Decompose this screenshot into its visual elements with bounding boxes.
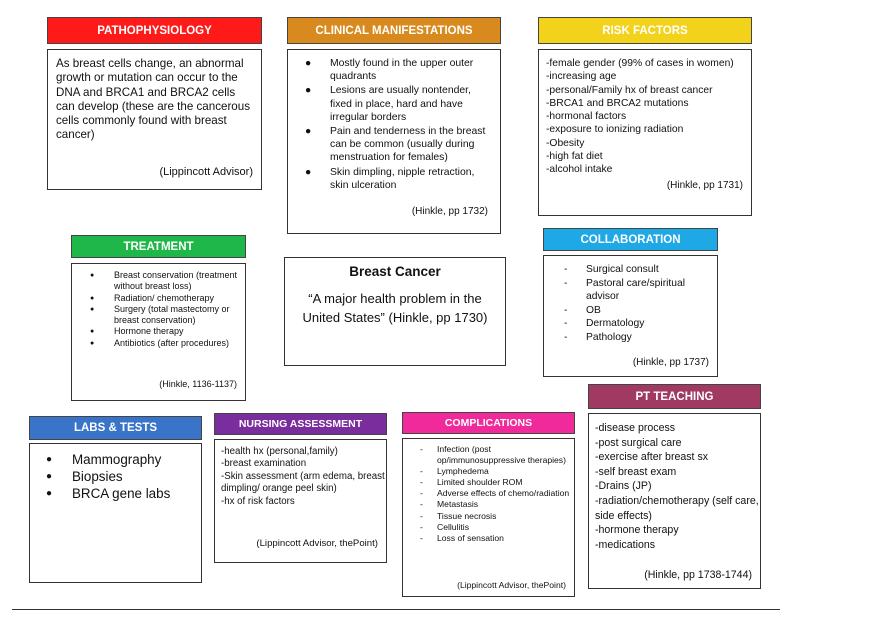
nursing-header: NURSING ASSESSMENT — [214, 413, 387, 435]
collaboration-header: COLLABORATION — [543, 228, 718, 251]
complications-citation: (Lippincott Advisor, thePoint) — [457, 580, 566, 590]
teaching-header: PT TEACHING — [588, 384, 761, 409]
list-item: -BRCA1 and BRCA2 mutations — [546, 97, 689, 109]
center-box — [284, 257, 506, 366]
list-item: ● Pain and tenderness in the breast can be common (usually during menstruation for females) — [305, 126, 486, 164]
list-item: -female gender (99% of cases in women) — [546, 58, 734, 69]
list-item: -high fat diet — [546, 151, 603, 163]
treatment-list — [90, 270, 240, 349]
list-item: -alcohol intake — [546, 164, 613, 176]
list-item: -hx of risk factors — [221, 495, 295, 507]
pathophysiology-text: As breast cells change, an abnormal growth or mutation can occur to the DNA and BRCA1 and BRCA2 cells can develop (these are the cancerous cells commonly found with breast cancer) — [56, 57, 250, 142]
list-item: - Metastasis — [420, 499, 479, 510]
list-item: ● Biopsies — [46, 469, 123, 484]
complications-box — [402, 438, 575, 597]
list-item: ● Lesions are usually nontender, fixed in place, hard and have irregular borders — [305, 85, 471, 123]
clinical-list — [306, 57, 494, 192]
teaching-list — [595, 421, 759, 552]
list-item: ● Antibiotics (after procedures) — [90, 337, 230, 348]
risk-header: RISK FACTORS — [538, 17, 752, 44]
complications-list — [420, 444, 570, 544]
list-item: - Surgical consult — [564, 264, 659, 275]
list-item: - Cellulitis — [420, 521, 469, 532]
list-item: ● Hormone therapy — [90, 326, 184, 337]
bottom-divider — [12, 609, 780, 610]
teaching-box — [588, 413, 761, 589]
list-item: -Skin assessment (arm edema, breast dimpling/ orange peel skin) — [221, 470, 385, 495]
list-item: -disease process — [595, 422, 676, 434]
list-item: ● Breast conservation (treatment without breast loss) — [90, 270, 238, 292]
nursing-citation: (Lippincott Advisor, thePoint) — [256, 538, 378, 549]
nursing-box — [214, 439, 387, 563]
list-item: - Limited shoulder ROM — [420, 477, 523, 488]
list-item: - Pastoral care/spiritual advisor — [564, 277, 686, 303]
center-title: Breast Cancer — [349, 264, 441, 279]
pathophysiology-citation: (Lippincott Advisor) — [159, 166, 253, 178]
list-item: -self breast exam — [595, 465, 677, 478]
collaboration-list — [564, 263, 714, 345]
list-item: -Obesity — [546, 137, 585, 149]
list-item: -medications — [595, 538, 656, 551]
clinical-header: CLINICAL MANIFESTATIONS — [287, 17, 501, 44]
nursing-list — [221, 446, 385, 508]
labs-header: LABS & TESTS — [29, 416, 202, 440]
complications-header: COMPLICATIONS — [402, 412, 575, 434]
treatment-box — [71, 263, 246, 401]
list-item: ● Skin dimpling, nipple retraction, skin ulceration — [305, 166, 475, 191]
list-item: -breast examination — [221, 458, 307, 470]
treatment-citation: (Hinkle, 1136-1137) — [159, 379, 237, 389]
risk-box — [538, 49, 752, 216]
treatment-header: TREATMENT — [71, 235, 246, 258]
list-item: -exercise after breast sx — [595, 451, 709, 464]
list-item: - OB — [564, 304, 601, 316]
list-item: - Loss of sensation — [420, 532, 504, 543]
labs-box — [29, 443, 202, 583]
list-item: ● Surgery (total mastectomy or breast conservation) — [90, 303, 230, 326]
clinical-box — [287, 49, 501, 234]
list-item: -personal/Family hx of breast cancer — [546, 84, 713, 96]
risk-citation: (Hinkle, pp 1731) — [666, 180, 743, 191]
list-item: ● Radiation/ chemotherapy — [90, 292, 215, 303]
list-item: -post surgical care — [595, 436, 682, 449]
center-quote: “A major health problem in the United States” (Hinkle, pp 1730) — [302, 291, 488, 325]
list-item: -radiation/chemotherapy (self care, side effects) — [595, 494, 759, 522]
list-item: - Pathology — [564, 331, 632, 343]
list-item: - Tissue necrosis — [420, 510, 497, 521]
teaching-citation: (Hinkle, pp 1738-1744) — [644, 569, 752, 581]
list-item: - Lymphedema — [420, 466, 489, 477]
clinical-citation: (Hinkle, pp 1732) — [411, 206, 488, 217]
collaboration-box — [543, 255, 718, 377]
list-item: -exposure to ionizing radiation — [546, 124, 684, 136]
risk-list — [546, 57, 750, 177]
labs-list — [46, 451, 196, 502]
list-item: -hormonal factors — [546, 111, 627, 123]
list-item: - Dermatology — [564, 318, 645, 330]
list-item: ● Mammography — [46, 452, 162, 467]
pathophysiology-header: PATHOPHYSIOLOGY — [47, 17, 262, 44]
list-item: -health hx (personal,family) — [221, 446, 338, 457]
list-item: - Adverse effects of chemo/radiation — [420, 488, 570, 499]
list-item: - Infection (post op/immunosuppressive therapies) — [420, 444, 566, 466]
list-item: ● BRCA gene labs — [46, 486, 171, 501]
collaboration-citation: (Hinkle, pp 1737) — [632, 357, 709, 368]
list-item: ● Mostly found in the upper outer quadrants — [305, 58, 474, 83]
list-item: -hormone therapy — [595, 524, 679, 537]
pathophysiology-box — [47, 49, 262, 190]
list-item: -increasing age — [546, 71, 617, 83]
list-item: -Drains (JP) — [595, 480, 652, 493]
